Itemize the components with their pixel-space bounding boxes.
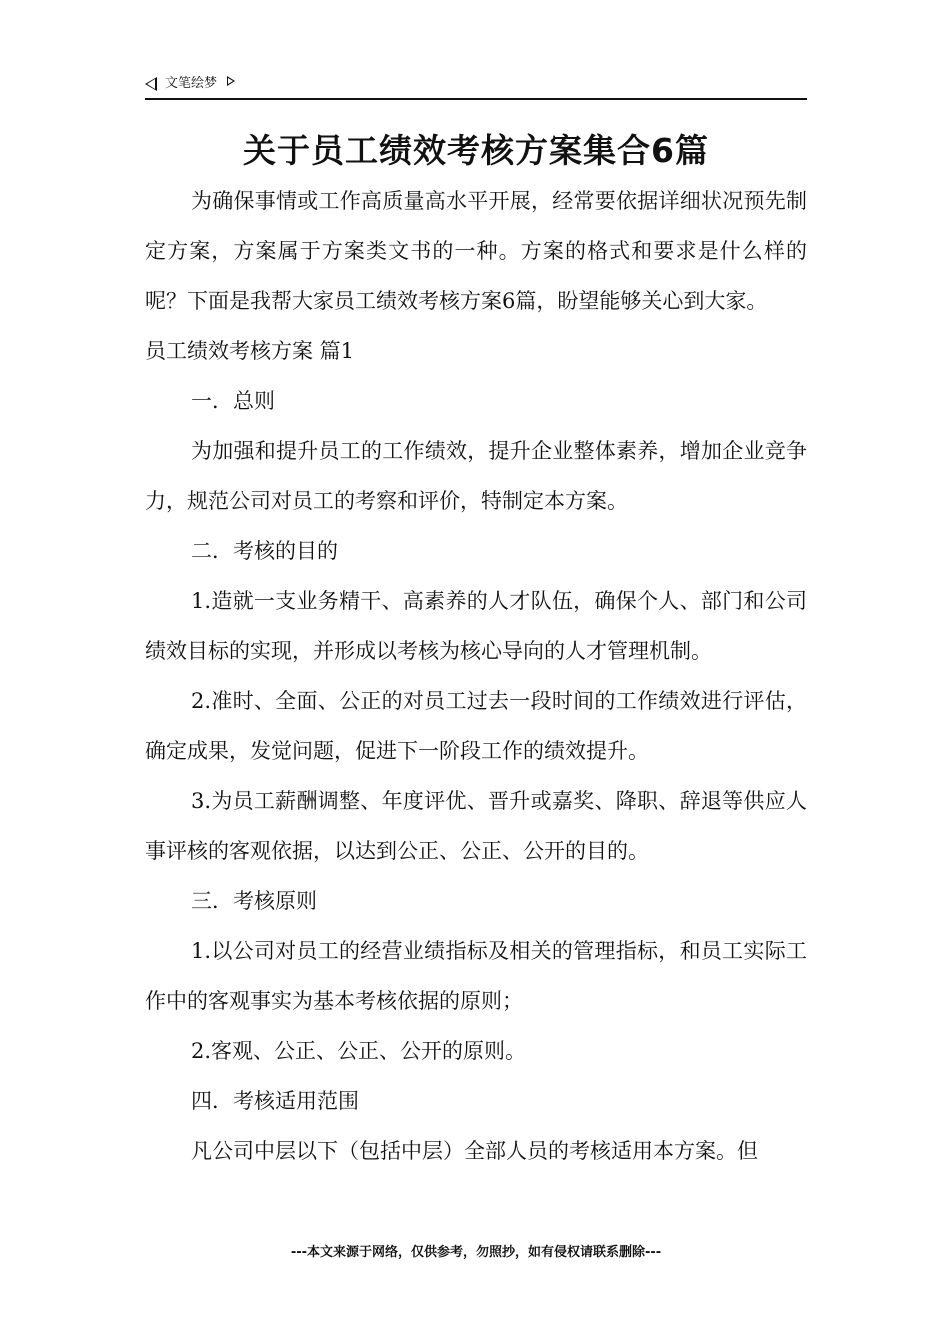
document-title: 关于员工绩效考核方案集合6篇 [243,131,709,170]
page-header [145,74,807,100]
body-paragraph: 1.造就一支业务精干、高素养的人才队伍，确保个人、部门和公司绩效目标的实现，并形成以考核为核心导向的人才管理机制。 [145,589,807,663]
heading-scope: 四．考核适用范围 [191,1089,359,1113]
heading-general: 一．总则 [191,389,275,413]
body-paragraph: 为加强和提升员工的工作绩效，提升企业整体素养，增加企业竞争力，规范公司对员工的考察和评价，特制定本方案。 [145,439,807,513]
heading-purpose: 二．考核的目的 [191,539,338,563]
triangle-right-icon [227,76,235,86]
footer-notice: ---本文来源于网络，仅供参考，勿照抄，如有侵权请联系删除--- [290,1245,662,1260]
header-brand: 文笔绘梦 [165,76,218,91]
heading-principles: 三．考核原则 [191,889,317,913]
body-paragraph: 2.准时、全面、公正的对员工过去一段时间的工作绩效进行评估，确定成果，发觉问题，促进下一阶段工作的绩效提升。 [145,689,807,763]
intro-paragraph: 为确保事情或工作高质量高水平开展，经常要依据详细状况预先制定方案，方案属于方案类文书的一种。方案的格式和要求是什么样的呢？下面是我帮大家员工绩效考核方案6篇，盼望能够关心到大家。 [145,189,807,313]
section-heading: 员工绩效考核方案 篇1 [145,339,355,363]
body-paragraph: 3.为员工薪酬调整、年度评优、晋升或嘉奖、降职、辞退等供应人事评核的客观依据，以达到公正、公正、公开的目的。 [145,789,807,863]
body-paragraph: 凡公司中层以下（包括中层）全部人员的考核适用本方案。但 [191,1139,758,1163]
body-paragraph: 2.客观、公正、公正、公开的原则。 [191,1039,527,1063]
document-body [145,176,807,1176]
body-paragraph: 1.以公司对员工的经营业绩指标及相关的管理指标，和员工实际工作中的客观事实为基本考核依据的原则； [145,939,807,1013]
triangle-left-icon [145,77,157,91]
